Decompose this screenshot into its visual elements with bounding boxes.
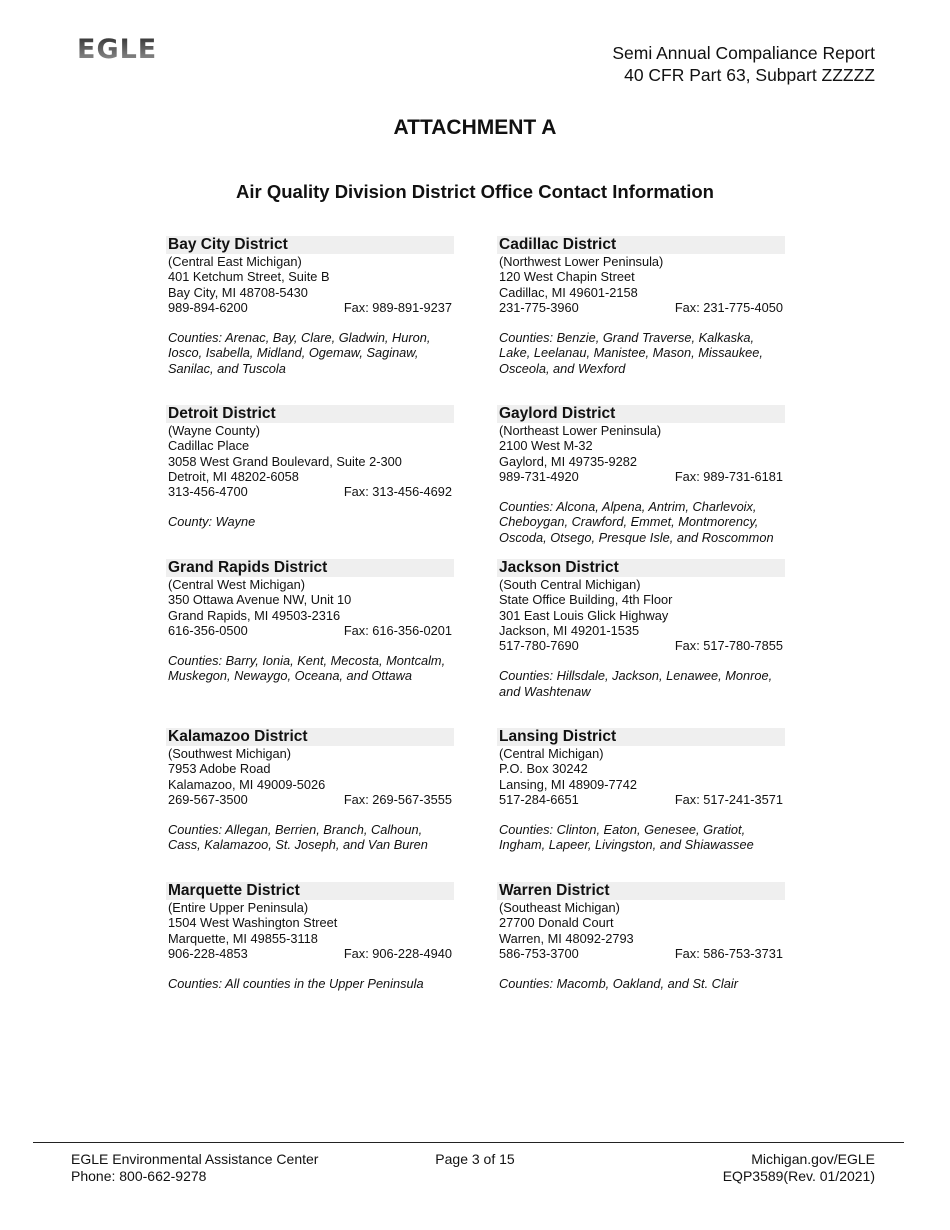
office-gaylord xyxy=(497,405,785,545)
office-contact-row xyxy=(497,792,785,807)
office-region: (Central Michigan) xyxy=(499,746,604,761)
report-header xyxy=(612,42,875,86)
office-address-line: Lansing, MI 48909-7742 xyxy=(499,776,638,792)
office-region: (Central West Michigan) xyxy=(168,577,306,592)
footer-website: Michigan.gov/EGLE xyxy=(751,1151,875,1167)
office-contact-row xyxy=(497,638,785,653)
office-name: Marquette District xyxy=(166,882,454,900)
office-region: (Northeast Lower Peninsula) xyxy=(499,423,662,438)
office-name: Lansing District xyxy=(497,728,785,746)
office-fax: Fax: 517-241-3571 xyxy=(674,791,783,807)
office-fax: Fax: 517-780-7855 xyxy=(674,638,783,654)
office-address-line: Marquette, MI 49855-3118 xyxy=(168,930,318,946)
regulation-reference: 40 CFR Part 63, Subpart ZZZZZ xyxy=(624,65,875,85)
office-contact-row xyxy=(166,623,454,638)
office-name: Kalamazoo District xyxy=(166,728,454,746)
office-address-line: Gaylord, MI 49735-9282 xyxy=(499,453,638,469)
office-address-line: 27700 Donald Court xyxy=(499,915,614,931)
office-marquette xyxy=(166,882,454,991)
office-phone: 231-775-3960 xyxy=(499,299,579,315)
egle-logo: EGLE xyxy=(77,34,158,65)
office-fax: Fax: 269-567-3555 xyxy=(343,791,452,807)
office-counties: Counties: Allegan, Berrien, Branch, Calhoun, Cass, Kalamazoo, St. Joseph, and Van Buren xyxy=(168,822,428,853)
office-address-line: Jackson, MI 49201-1535 xyxy=(499,622,640,638)
office-address-line: Grand Rapids, MI 49503-2316 xyxy=(168,607,341,623)
office-counties: Counties: Clinton, Eaton, Genesee, Gratiot, Ingham, Lapeer, Livingston, and Shiawassee xyxy=(499,822,754,853)
office-name: Bay City District xyxy=(166,236,454,254)
office-address-line: 301 East Louis Glick Highway xyxy=(499,607,669,623)
office-fax: Fax: 231-775-4050 xyxy=(674,299,783,315)
attachment-title: ATTACHMENT A xyxy=(393,116,557,139)
office-address-line: 2100 West M-32 xyxy=(499,438,593,454)
office-counties: Counties: Barry, Ionia, Kent, Mecosta, Montcalm, Muskegon, Newaygo, Oceana, and Ottawa xyxy=(168,653,446,684)
office-region: (South Central Michigan) xyxy=(499,577,641,592)
office-phone: 517-780-7690 xyxy=(499,638,579,654)
office-contact-row xyxy=(166,792,454,807)
office-address-line: State Office Building, 4th Floor xyxy=(499,592,673,608)
office-lansing xyxy=(497,728,785,853)
office-name: Warren District xyxy=(497,882,785,900)
office-address-line: Detroit, MI 48202-6058 xyxy=(168,468,299,484)
office-warren xyxy=(497,882,785,991)
office-region: (Entire Upper Peninsula) xyxy=(168,900,309,915)
office-fax: Fax: 586-753-3731 xyxy=(674,945,783,961)
office-jackson xyxy=(497,559,785,699)
office-bay-city xyxy=(166,236,454,376)
section-subtitle: Air Quality Division District Office Contact Information xyxy=(236,181,714,202)
office-counties: Counties: All counties in the Upper Peninsula xyxy=(168,976,424,992)
office-name: Grand Rapids District xyxy=(166,559,454,577)
office-phone: 616-356-0500 xyxy=(168,622,248,638)
office-contact-row xyxy=(166,300,454,315)
office-address-line: Kalamazoo, MI 49009-5026 xyxy=(168,776,326,792)
office-address-line: 350 Ottawa Avenue NW, Unit 10 xyxy=(168,592,352,608)
office-region: (Southwest Michigan) xyxy=(168,746,292,761)
office-region: (Southeast Michigan) xyxy=(499,900,620,915)
office-address-line: 3058 West Grand Boulevard, Suite 2-300 xyxy=(168,453,402,469)
office-kalamazoo xyxy=(166,728,454,853)
page-number: Page 3 of 15 xyxy=(435,1151,515,1167)
office-counties: Counties: Benzie, Grand Traverse, Kalkaska, Lake, Leelanau, Manistee, Mason, Missaukee, Osceola, and Wexford xyxy=(499,330,763,376)
office-phone: 313-456-4700 xyxy=(168,484,248,500)
footer-right xyxy=(723,1151,875,1184)
office-address-line: Warren, MI 48092-2793 xyxy=(499,930,634,946)
footer-form-number: EQP3589(Rev. 01/2021) xyxy=(722,1167,875,1184)
footer-phone: Phone: 800-662-9278 xyxy=(71,1167,207,1184)
office-region: (Wayne County) xyxy=(168,423,260,438)
office-fax: Fax: 313-456-4692 xyxy=(343,484,452,500)
office-fax: Fax: 616-356-0201 xyxy=(343,622,452,638)
office-name: Gaylord District xyxy=(497,405,785,423)
office-name: Jackson District xyxy=(497,559,785,577)
footer-divider xyxy=(33,1142,904,1143)
office-phone: 906-228-4853 xyxy=(168,945,248,961)
office-cadillac xyxy=(497,236,785,376)
office-address-line: P.O. Box 30242 xyxy=(499,761,588,777)
office-address-line: 7953 Adobe Road xyxy=(168,761,271,777)
office-contact-row xyxy=(497,946,785,961)
office-contact-row xyxy=(497,300,785,315)
office-address-line: Cadillac Place xyxy=(168,438,250,454)
office-region: (Central East Michigan) xyxy=(168,254,302,269)
office-phone: 989-894-6200 xyxy=(168,299,248,315)
office-phone: 586-753-3700 xyxy=(499,945,579,961)
office-fax: Fax: 989-891-9237 xyxy=(343,299,452,315)
office-contact-row xyxy=(497,469,785,484)
office-address-line: 1504 West Washington Street xyxy=(168,915,338,931)
office-phone: 269-567-3500 xyxy=(168,791,248,807)
report-title: Semi Annual Compaliance Report xyxy=(612,43,875,63)
footer-org: EGLE Environmental Assistance Center xyxy=(71,1151,319,1167)
office-fax: Fax: 906-228-4940 xyxy=(343,945,452,961)
office-name: Cadillac District xyxy=(497,236,785,254)
office-counties: County: Wayne xyxy=(168,514,256,530)
office-grand-rapids xyxy=(166,559,454,684)
office-counties: Counties: Alcona, Alpena, Antrim, Charlevoix, Cheboygan, Crawford, Emmet, Montmorency, Oscoda, Otsego, Presque Isle, and Roscommon xyxy=(499,499,774,545)
office-region: (Northwest Lower Peninsula) xyxy=(499,254,664,269)
office-counties: Counties: Arenac, Bay, Clare, Gladwin, Huron, Iosco, Isabella, Midland, Ogemaw, Saginaw, Sanilac, and Tuscola xyxy=(168,330,431,376)
office-phone: 989-731-4920 xyxy=(499,468,579,484)
office-address-line: Cadillac, MI 49601-2158 xyxy=(499,284,638,300)
office-detroit xyxy=(166,405,454,530)
office-counties: Counties: Macomb, Oakland, and St. Clair xyxy=(499,976,738,992)
office-contact-row xyxy=(166,484,454,499)
office-name: Detroit District xyxy=(166,405,454,423)
office-address-line: 120 West Chapin Street xyxy=(499,269,635,285)
office-address-line: 401 Ketchum Street, Suite B xyxy=(168,269,330,285)
office-contact-row xyxy=(166,946,454,961)
office-address-line: Bay City, MI 48708-5430 xyxy=(168,284,308,300)
office-counties: Counties: Hillsdale, Jackson, Lenawee, Monroe, and Washtenaw xyxy=(499,668,773,699)
office-phone: 517-284-6651 xyxy=(499,791,579,807)
office-fax: Fax: 989-731-6181 xyxy=(674,468,783,484)
